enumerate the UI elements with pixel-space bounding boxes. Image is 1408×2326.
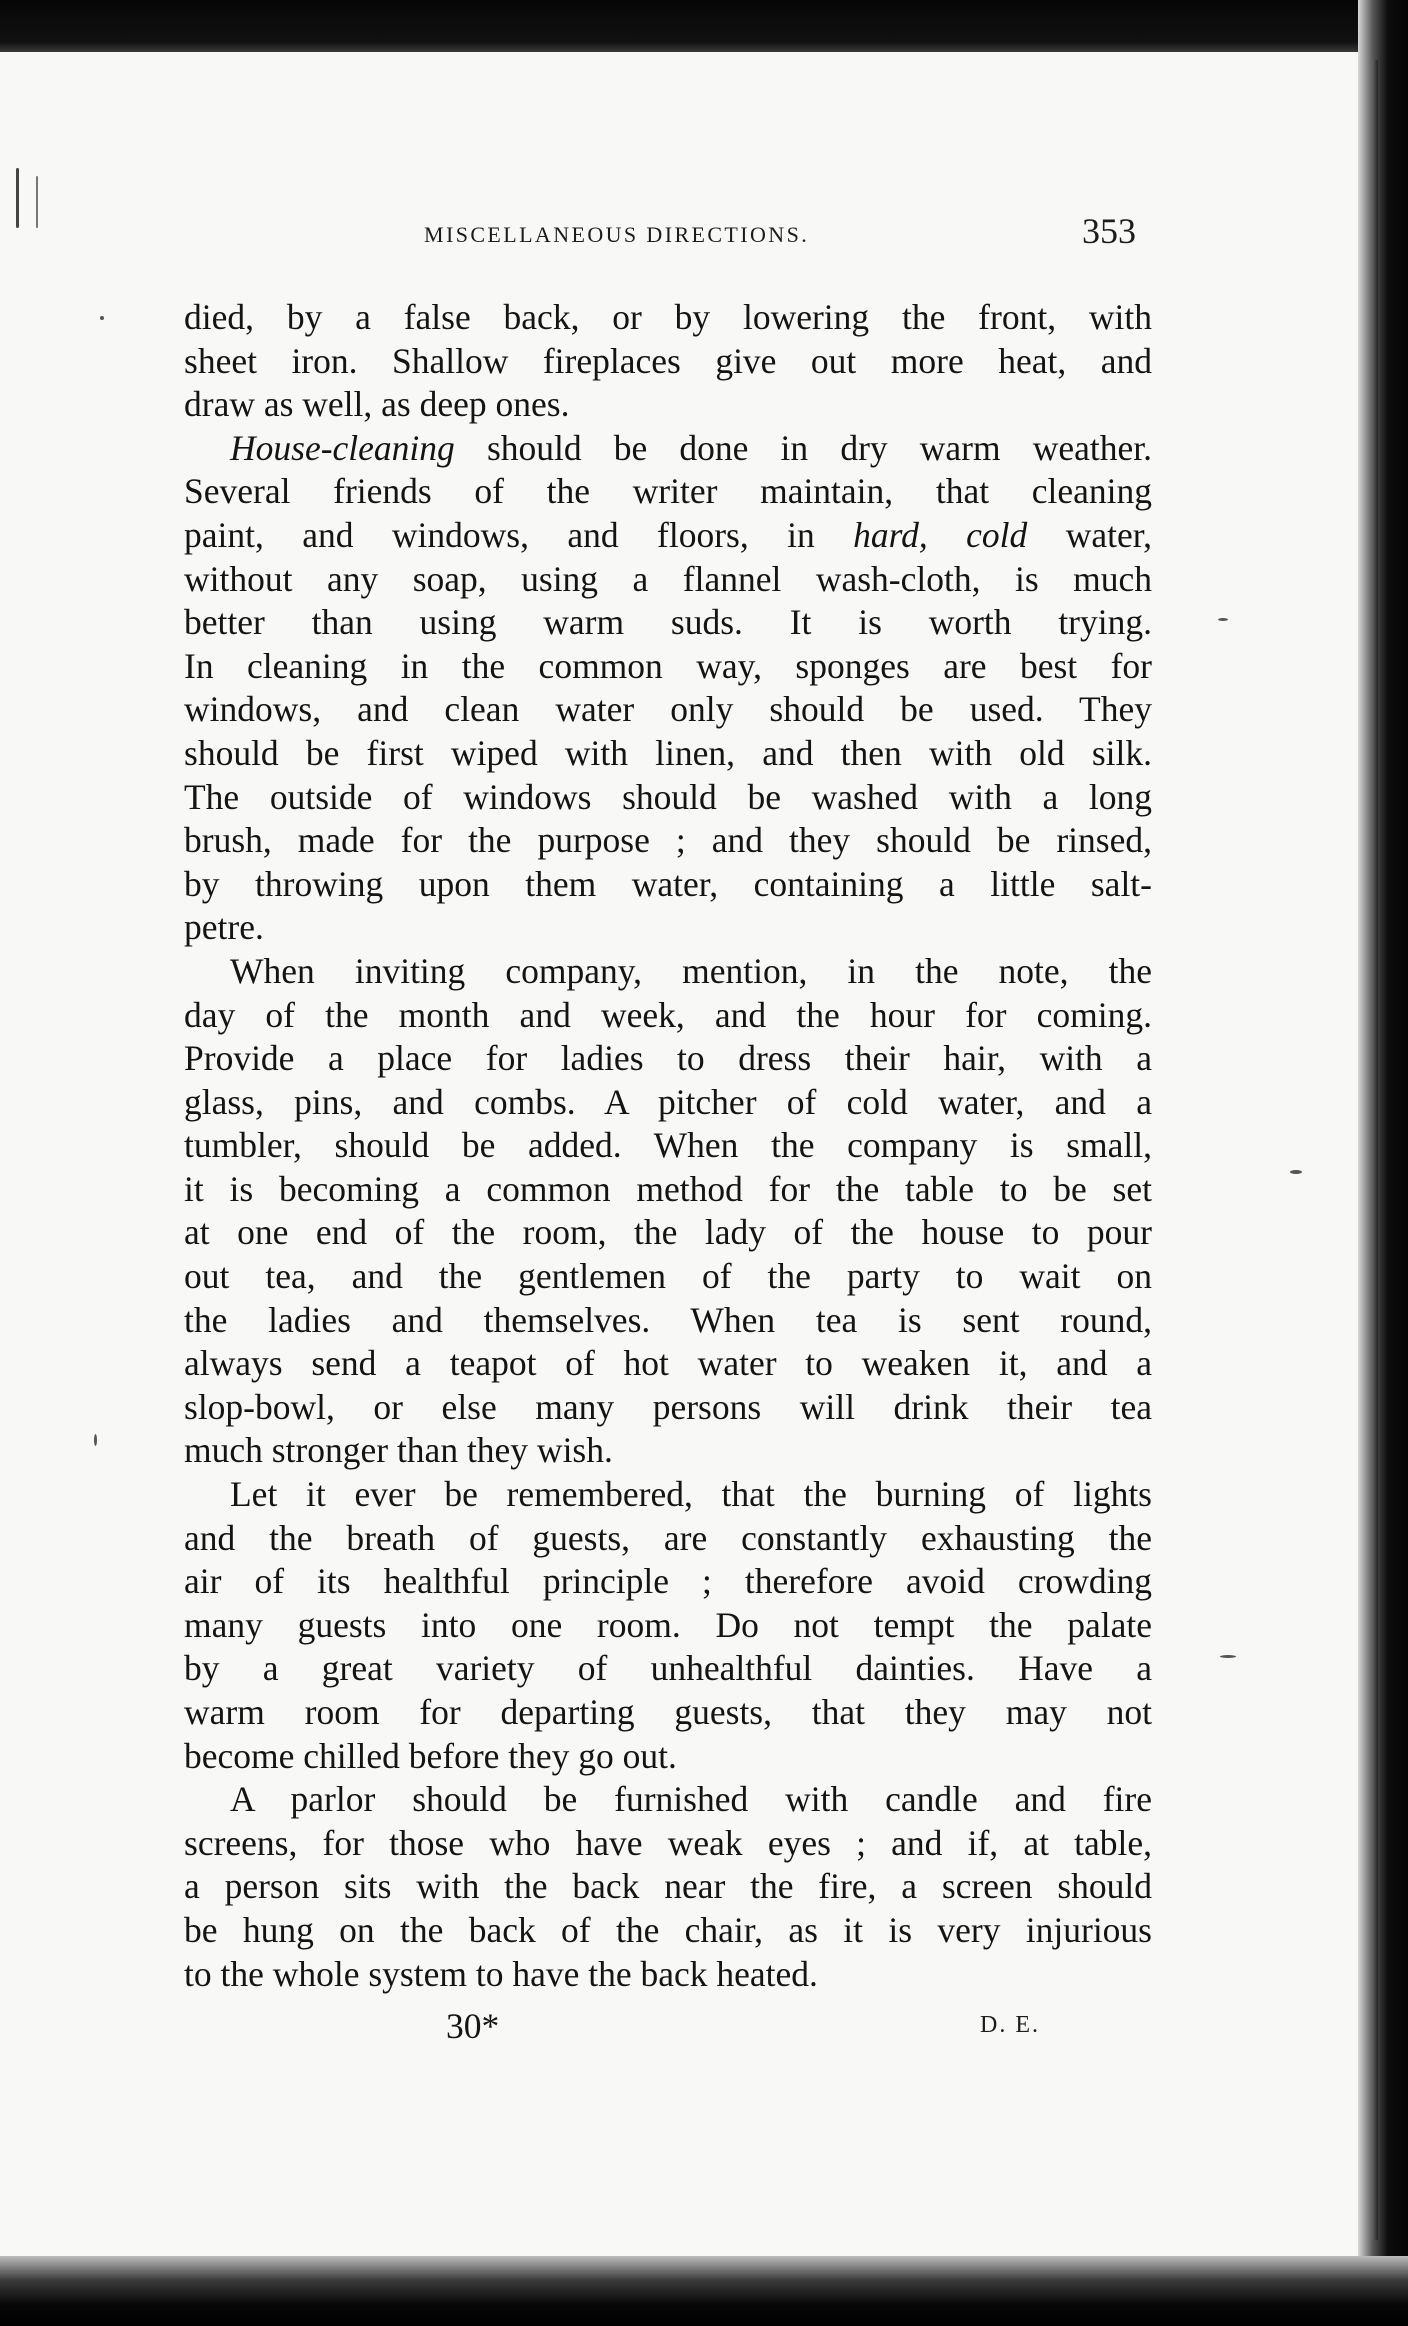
scan-speck <box>100 316 104 320</box>
text-run: paint, and windows, and floors, in <box>184 514 815 555</box>
text-line: always send a teapot of hot water to weaken it, and a <box>184 1343 1152 1384</box>
text-line <box>184 514 1152 558</box>
scan-speck <box>1220 1655 1236 1658</box>
text-line: by throwing upon them water, containing a little salt- <box>184 863 1152 904</box>
paragraph-first-line: Let it ever be remembered, that the burning of lights <box>230 1474 1152 1515</box>
italic-term: House-cleaning <box>230 427 455 468</box>
text-run: water, <box>1065 514 1153 555</box>
signature-mark: 30* <box>446 2006 500 2046</box>
running-head: MISCELLANEOUS DIRECTIONS. <box>424 222 810 247</box>
text-line: petre. <box>184 907 264 948</box>
text-line: day of the month and week, and the hour for coming. <box>184 994 1152 1035</box>
binding-mark <box>36 176 38 228</box>
scan-border-bottom <box>0 2256 1408 2326</box>
text-line: to the whole system to have the back heated. <box>184 1953 818 1994</box>
binding-mark <box>16 168 19 228</box>
scan-border-top <box>0 0 1408 52</box>
text-line: windows, and clean water only should be used. They <box>184 689 1152 730</box>
paragraph-first-line <box>184 427 1152 471</box>
text-line: Provide a place for ladies to dress their hair, with a <box>184 1038 1152 1079</box>
text-line: become chilled before they go out. <box>184 1735 677 1776</box>
text-line: by a great variety of unhealthful dainties. Have a <box>184 1648 1152 1689</box>
text-line: Several friends of the writer maintain, that cleaning <box>184 471 1152 512</box>
text-line: glass, pins, and combs. A pitcher of cold water, and a <box>184 1081 1152 1122</box>
page-number: 353 <box>1082 211 1136 251</box>
text-line: and the breath of guests, are constantly exhausting the <box>184 1517 1152 1558</box>
text-run: should be done in dry warm weather. <box>486 427 1153 468</box>
text-line: the ladies and themselves. When tea is sent round, <box>184 1299 1152 1340</box>
text-line: be hung on the back of the chair, as it is very injurious <box>184 1909 1152 1950</box>
text-line: out tea, and the gentlemen of the party to wait on <box>184 1256 1152 1297</box>
page-edge-shadow <box>1372 60 1378 2240</box>
text-line: many guests into one room. Do not tempt the palate <box>184 1604 1152 1645</box>
text-line: In cleaning in the common way, sponges are best for <box>184 645 1152 686</box>
text-line: should be first wiped with linen, and then with old silk. <box>184 732 1152 773</box>
body-text <box>184 296 1152 1996</box>
text-line: much stronger than they wish. <box>184 1430 613 1471</box>
scan-speck <box>1218 618 1228 621</box>
text-line: screens, for those who have weak eyes ; and if, at table, <box>184 1822 1152 1863</box>
scan-speck <box>1290 1170 1302 1174</box>
italic-term: hard, cold <box>853 514 1028 555</box>
text-line: air of its healthful principle ; therefore avoid crowding <box>184 1561 1152 1602</box>
scan-border-right <box>1358 0 1408 2326</box>
text-line: without any soap, using a flannel wash-cloth, is much <box>184 558 1152 599</box>
printer-mark: D. E. <box>980 2012 1040 2038</box>
text-line: sheet iron. Shallow fireplaces give out more heat, and <box>184 340 1152 381</box>
text-line: slop-bowl, or else many persons will drink their tea <box>184 1386 1152 1427</box>
paragraph-first-line: When inviting company, mention, in the note, the <box>230 950 1152 991</box>
text-line: warm room for departing guests, that they may not <box>184 1692 1152 1732</box>
scan-speck <box>94 1434 97 1446</box>
text-line: died, by a false back, or by lowering the front, with <box>184 297 1152 337</box>
text-line: draw as well, as deep ones. <box>184 384 570 425</box>
text-line: at one end of the room, the lady of the house to pour <box>184 1212 1152 1253</box>
text-line: better than using warm suds. It is worth trying. <box>184 602 1152 643</box>
text-line: brush, made for the purpose ; and they should be rinsed, <box>184 820 1152 861</box>
paragraph-first-line: A parlor should be furnished with candle and fire <box>230 1779 1152 1820</box>
text-line: it is becoming a common method for the table to be set <box>184 1168 1152 1209</box>
text-line: a person sits with the back near the fire, a screen should <box>184 1866 1152 1907</box>
text-line: The outside of windows should be washed with a long <box>184 776 1152 817</box>
text-line: tumbler, should be added. When the company is small, <box>184 1125 1152 1166</box>
